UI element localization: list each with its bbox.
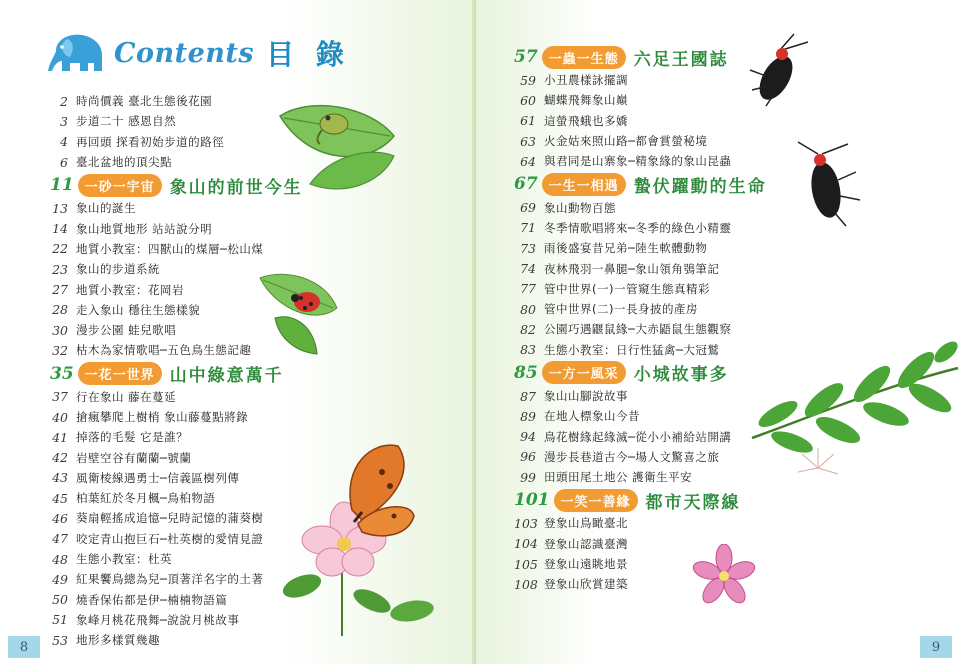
toc-item-title: 咬定青山抱巨石─杜英樹的愛情見證 [76, 531, 264, 546]
section-title: 山中綠意萬千 [169, 366, 284, 387]
toc-item [514, 447, 767, 467]
toc-item-title: 地形多樣質幾趣 [76, 633, 160, 648]
toc-item-title: 登象山遠眺地景 [544, 557, 628, 572]
toc-item-title: 公園巧遇鼴鼠緣─大赤鼯鼠生態觀察 [544, 322, 732, 337]
toc-page-number: 48 [52, 551, 68, 567]
toc-item-title: 步道二十 感恩自然 [76, 114, 177, 129]
toc-item [50, 132, 303, 152]
toc-item-title: 蝴蝶飛舞象山巔 [544, 93, 628, 108]
toc-page-number: 80 [520, 301, 536, 317]
fern-branch-illustration [748, 338, 960, 478]
section-page-number: 101 [514, 490, 550, 511]
elephant-icon [48, 31, 108, 75]
toc-item-title: 漫步長巷道古今─場人文驚喜之旅 [544, 449, 720, 464]
section-page-number: 35 [50, 363, 74, 384]
toc-item-title: 在地人標象山今昔 [544, 409, 640, 424]
toc-section [50, 172, 303, 198]
section-page-number: 85 [514, 362, 538, 383]
toc-item-title: 行在象山 藤在蔓延 [76, 389, 177, 404]
toc-item-title: 登象山鳥瞰臺北 [544, 516, 628, 531]
contents-title: Contents [114, 37, 255, 69]
toc-item [514, 279, 767, 299]
toc-page-number: 63 [520, 133, 536, 149]
toc-page-number: 108 [514, 576, 538, 592]
toc-item [514, 426, 767, 446]
toc-page-number: 40 [52, 409, 68, 425]
toc-item [514, 319, 767, 339]
toc-item-title: 田頭田尾土地公 護衛生平安 [544, 470, 693, 485]
toc-page-number: 3 [60, 113, 68, 129]
toc-page-number: 61 [520, 113, 536, 129]
toc-item [50, 91, 303, 111]
toc-page-number: 53 [52, 632, 68, 648]
toc-item-title: 搶瘋攀爬上樹梢 象山藤蔓點將錄 [76, 410, 249, 424]
toc-page-number: 50 [52, 592, 68, 608]
section-title: 六足王國誌 [633, 49, 729, 70]
page-number-left: 8 [8, 636, 40, 658]
toc-page-number: 28 [52, 302, 68, 318]
toc-item [50, 218, 303, 238]
toc-item-title: 象山的步道系統 [76, 262, 160, 277]
toc-item-title: 掉落的毛髮 它是誰？ [76, 430, 189, 445]
toc-item-title: 再回頭 探看初始步道的路徑 [76, 134, 225, 149]
toc-item [514, 258, 767, 278]
toc-page-number: 4 [60, 134, 68, 150]
toc-page-number: 82 [520, 321, 536, 337]
ladybug-on-leaves-illustration [255, 268, 345, 358]
toc-page-number: 96 [520, 449, 536, 465]
toc-item-title: 紅果饗鳥總為兒─頂著洋名字的土著 [76, 572, 264, 587]
toc-item-title: 象山地質地形 站站說分明 [76, 221, 213, 236]
toc-item [50, 387, 303, 407]
toc-item [514, 467, 767, 487]
toc-page-number: 94 [520, 429, 536, 445]
toc-item-title: 葵扇輕搖成追憶─兒時記憶的蒲葵樹 [76, 511, 264, 526]
toc-page-number: 6 [60, 154, 68, 170]
left-page [0, 0, 476, 664]
toc-item-title: 管中世界(二)一長身披的產房 [544, 302, 698, 317]
section-page-number: 57 [514, 47, 538, 67]
toc-item-title: 走入象山 穩往生態樣貌 [76, 302, 201, 317]
toc-item-title: 象山的誕生 [76, 201, 136, 216]
section-page-number: 67 [514, 174, 538, 195]
toc-item-title: 燒香保佑都是伊─楠楠物語篇 [76, 592, 228, 607]
toc-item-title: 小丑農樣詠擺調 [544, 73, 628, 88]
toc-item [50, 198, 303, 218]
toc-page-number: 30 [52, 322, 68, 338]
toc-page-number: 60 [520, 92, 536, 108]
toc-page-number: 89 [520, 408, 536, 424]
toc-item-title: 時尚價義 臺北生態後花園 [76, 94, 213, 109]
contents-header [48, 30, 350, 76]
toc-page-number: 64 [520, 153, 536, 169]
toc-page-number: 42 [52, 450, 68, 466]
section-theme-badge: 一生一相遇 [542, 173, 626, 196]
toc-page-number: 74 [520, 261, 536, 277]
toc-item-title: 雨後盛宴昔兄弟─陸生軟體動物 [544, 241, 708, 256]
firefly-illustration [788, 140, 868, 230]
toc-page-number: 37 [52, 389, 68, 405]
toc-item [514, 151, 767, 171]
section-title: 蟄伏躍動的生命 [633, 176, 767, 197]
toc-page-number: 59 [520, 72, 536, 88]
toc-section [514, 44, 767, 70]
toc-item-title: 象山動物百態 [544, 200, 616, 215]
toc-item-title: 風衛棱線遇勇士─信義區樹列傳 [76, 470, 240, 485]
toc-page-number: 23 [52, 261, 68, 277]
section-title: 都市天際線 [645, 492, 741, 513]
toc-item [514, 131, 767, 151]
toc-item-title: 管中世界(一)一管窺生態真精彩 [544, 281, 710, 296]
toc-item-title: 生態小教室：杜英 [76, 552, 172, 567]
toc-page-number: 27 [52, 282, 68, 298]
toc-item [514, 111, 767, 131]
toc-item-title: 生態小教室：日行性猛禽─大冠鷲 [544, 342, 720, 357]
toc-item-title: 枯木為家情歌唱─五色鳥生態記趣 [76, 343, 252, 358]
butterfly-on-flower-illustration [262, 436, 442, 636]
section-page-number: 11 [50, 175, 74, 196]
pink-star-flower-illustration [692, 544, 756, 608]
toc-item-title: 火金姑來照山路─都會賞螢秘境 [544, 134, 708, 149]
toc-item-title: 象山山腳說故事 [544, 389, 628, 403]
toc-item [50, 152, 303, 172]
toc-item [514, 238, 767, 258]
section-theme-badge: 一笑一善緣 [554, 489, 638, 512]
toc-item [50, 111, 303, 131]
toc-item [514, 386, 767, 406]
toc-page-number: 49 [52, 571, 68, 587]
toc-page-number: 32 [52, 342, 68, 358]
toc-page-number: 87 [520, 388, 536, 404]
toc-page-number: 104 [514, 536, 538, 552]
mulu-title: 目 錄 [266, 38, 350, 71]
toc-page-number: 41 [52, 429, 68, 445]
toc-page-number: 2 [60, 93, 68, 109]
toc-page-number: 83 [520, 342, 536, 358]
toc-page-number: 43 [52, 470, 68, 486]
section-theme-badge: 一砂一宇宙 [78, 174, 162, 197]
toc-item-title: 與君同是山寨象─精象緣的象山昆蟲 [544, 154, 732, 169]
toc-page-number: 46 [52, 510, 68, 526]
toc-page-number: 45 [52, 490, 68, 506]
toc-page-number: 71 [520, 220, 536, 236]
section-theme-badge: 一方一風采 [542, 361, 626, 384]
right-toc-list [514, 44, 767, 595]
toc-item-title: 岩壁空谷有蘭蘭─號蘭 [76, 450, 192, 465]
toc-page-number: 73 [520, 240, 536, 256]
toc-item [514, 340, 767, 360]
toc-item-title: 柏葉紅於冬月楓─鳥桕物語 [76, 491, 216, 506]
section-title: 象山的前世今生 [169, 177, 303, 198]
toc-page-number: 69 [520, 200, 536, 216]
toc-page-number: 47 [52, 531, 68, 547]
right-page [476, 0, 960, 664]
toc-item [514, 299, 767, 319]
toc-item-title: 登象山欣賞建築 [544, 577, 628, 592]
page-number-right: 9 [920, 636, 952, 658]
toc-item [50, 239, 303, 259]
toc-section [514, 487, 767, 513]
toc-page-number: 14 [52, 221, 68, 237]
toc-page-number: 13 [52, 200, 68, 216]
toc-page-number: 22 [52, 241, 68, 257]
toc-item-title: 鳥花樹緣起緣滅─從小小補給站開講 [544, 429, 732, 444]
toc-item-title: 冬季情歌唱將來─冬季的綠色小精靈 [544, 220, 732, 235]
toc-page-number: 105 [514, 556, 538, 572]
leaf-with-frog-illustration [270, 96, 400, 196]
toc-page-number: 103 [514, 515, 538, 531]
toc-page-number: 51 [52, 612, 68, 628]
section-theme-badge: 一花一世界 [78, 362, 162, 385]
section-theme-badge: 一蟲一生態 [542, 46, 626, 69]
toc-item [514, 197, 767, 217]
toc-item [514, 513, 767, 533]
toc-item [50, 407, 303, 427]
firefly-illustration [738, 30, 818, 110]
toc-section [50, 361, 303, 387]
toc-page-number: 99 [520, 469, 536, 485]
toc-item-title: 地質小教室：花岡岩 [76, 282, 184, 297]
toc-page-number: 77 [520, 281, 536, 297]
toc-item [514, 70, 767, 90]
toc-section [514, 360, 767, 386]
toc-item [514, 90, 767, 110]
toc-item-title: 夜林飛羽一鼻腿─象山領角鴞筆記 [544, 261, 720, 276]
toc-item [514, 406, 767, 426]
toc-section [514, 171, 767, 197]
toc-item-title: 這螢飛蛾也多嬌 [544, 113, 628, 128]
toc-item-title: 漫步公園 蛙兒歌唱 [76, 323, 177, 338]
toc-item [514, 218, 767, 238]
toc-item-title: 臺北盆地的頂尖點 [76, 155, 172, 170]
section-title: 小城故事多 [633, 365, 729, 386]
toc-item-title: 象峰月桃花飛舞─說說月桃故事 [76, 612, 240, 627]
toc-item-title: 登象山認識臺灣 [544, 536, 628, 551]
toc-item-title: 地質小教室：四獸山的煤層─松山煤 [76, 241, 264, 256]
